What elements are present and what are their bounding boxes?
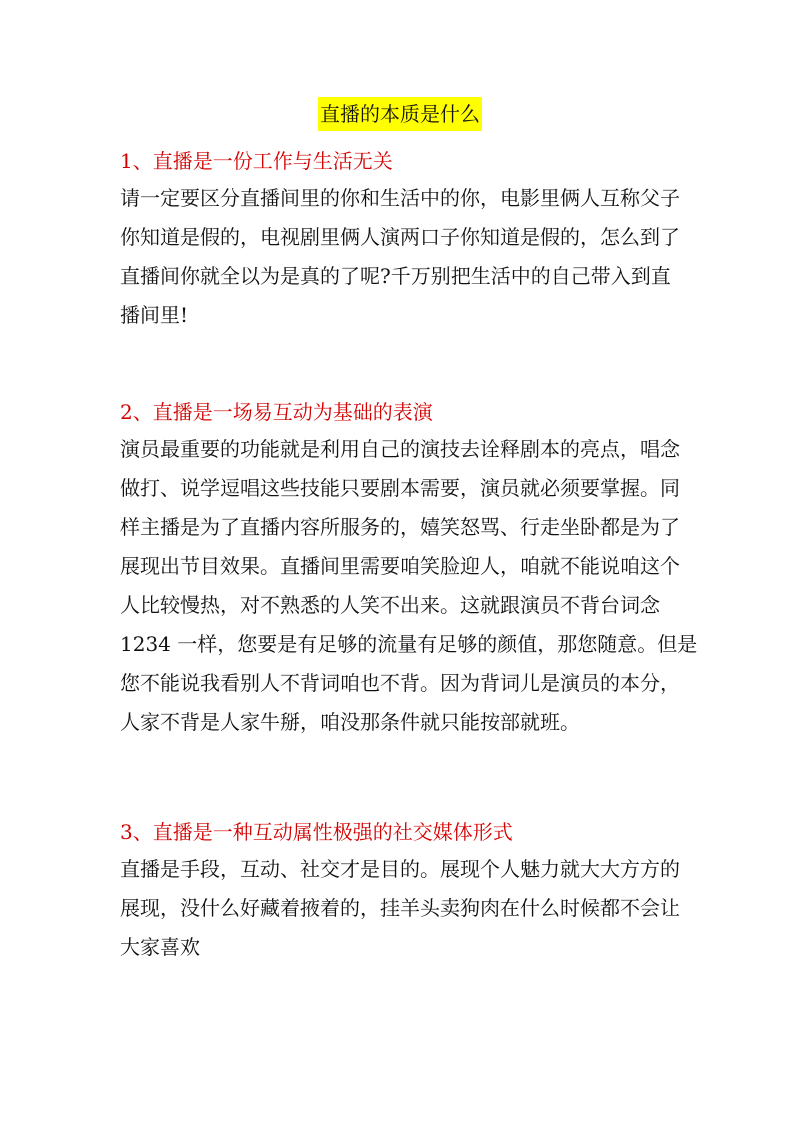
paragraph-line: 演员最重要的功能就是利用自己的演技去诠释剧本的亮点，唱念 [120, 437, 680, 461]
section-heading: 3、直播是一种互动属性极强的社交媒体形式 [120, 820, 513, 844]
section-heading: 2、直播是一场易互动为基础的表演 [120, 400, 433, 424]
section-heading: 1、直播是一份工作与生活无关 [120, 149, 393, 173]
paragraph-line: 你知道是假的，电视剧里俩人演两口子你知道是假的，怎么到了 [120, 225, 680, 249]
paragraph-line: 大家喜欢 [120, 935, 200, 959]
paragraph-line: 做打、说学逗唱这些技能只要剧本需要，演员就必须要掌握。同 [120, 476, 680, 500]
paragraph-line: 直播间你就全以为是真的了呢?千万别把生活中的自己带入到直 [120, 264, 671, 288]
paragraph-line: 1234 一样，您要是有足够的流量有足够的颜值，那您随意。但是 [120, 632, 698, 656]
title-container [0, 97, 800, 131]
section-paragraph [120, 179, 690, 335]
paragraph-line: 人家不背是人家牛掰，咱没那条件就只能按部就班。 [120, 710, 580, 734]
section-1 [120, 143, 690, 335]
paragraph-line: 直播是手段，互动、社交才是目的。展现个人魅力就大大方方的 [120, 857, 680, 881]
paragraph-line: 人比较慢热，对不熟悉的人笑不出来。这就跟演员不背台词念 [120, 593, 660, 617]
section-3 [120, 814, 690, 967]
page-title: 直播的本质是什么 [318, 97, 482, 131]
section-paragraph [120, 430, 698, 742]
paragraph-line: 您不能说我看别人不背词咱也不背。因为背词儿是演员的本分， [120, 671, 680, 695]
paragraph-line: 播间里! [120, 303, 189, 327]
section-paragraph [120, 850, 690, 967]
paragraph-line: 样主播是为了直播内容所服务的，嬉笑怒骂、行走坐卧都是为了 [120, 515, 680, 539]
paragraph-line: 请一定要区分直播间里的你和生活中的你，电影里俩人互称父子 [120, 186, 680, 210]
paragraph-line: 展现出节目效果。直播间里需要咱笑脸迎人，咱就不能说咱这个 [120, 554, 680, 578]
section-2 [120, 394, 698, 742]
paragraph-line: 展现，没什么好藏着掖着的，挂羊头卖狗肉在什么时候都不会让 [120, 896, 680, 920]
